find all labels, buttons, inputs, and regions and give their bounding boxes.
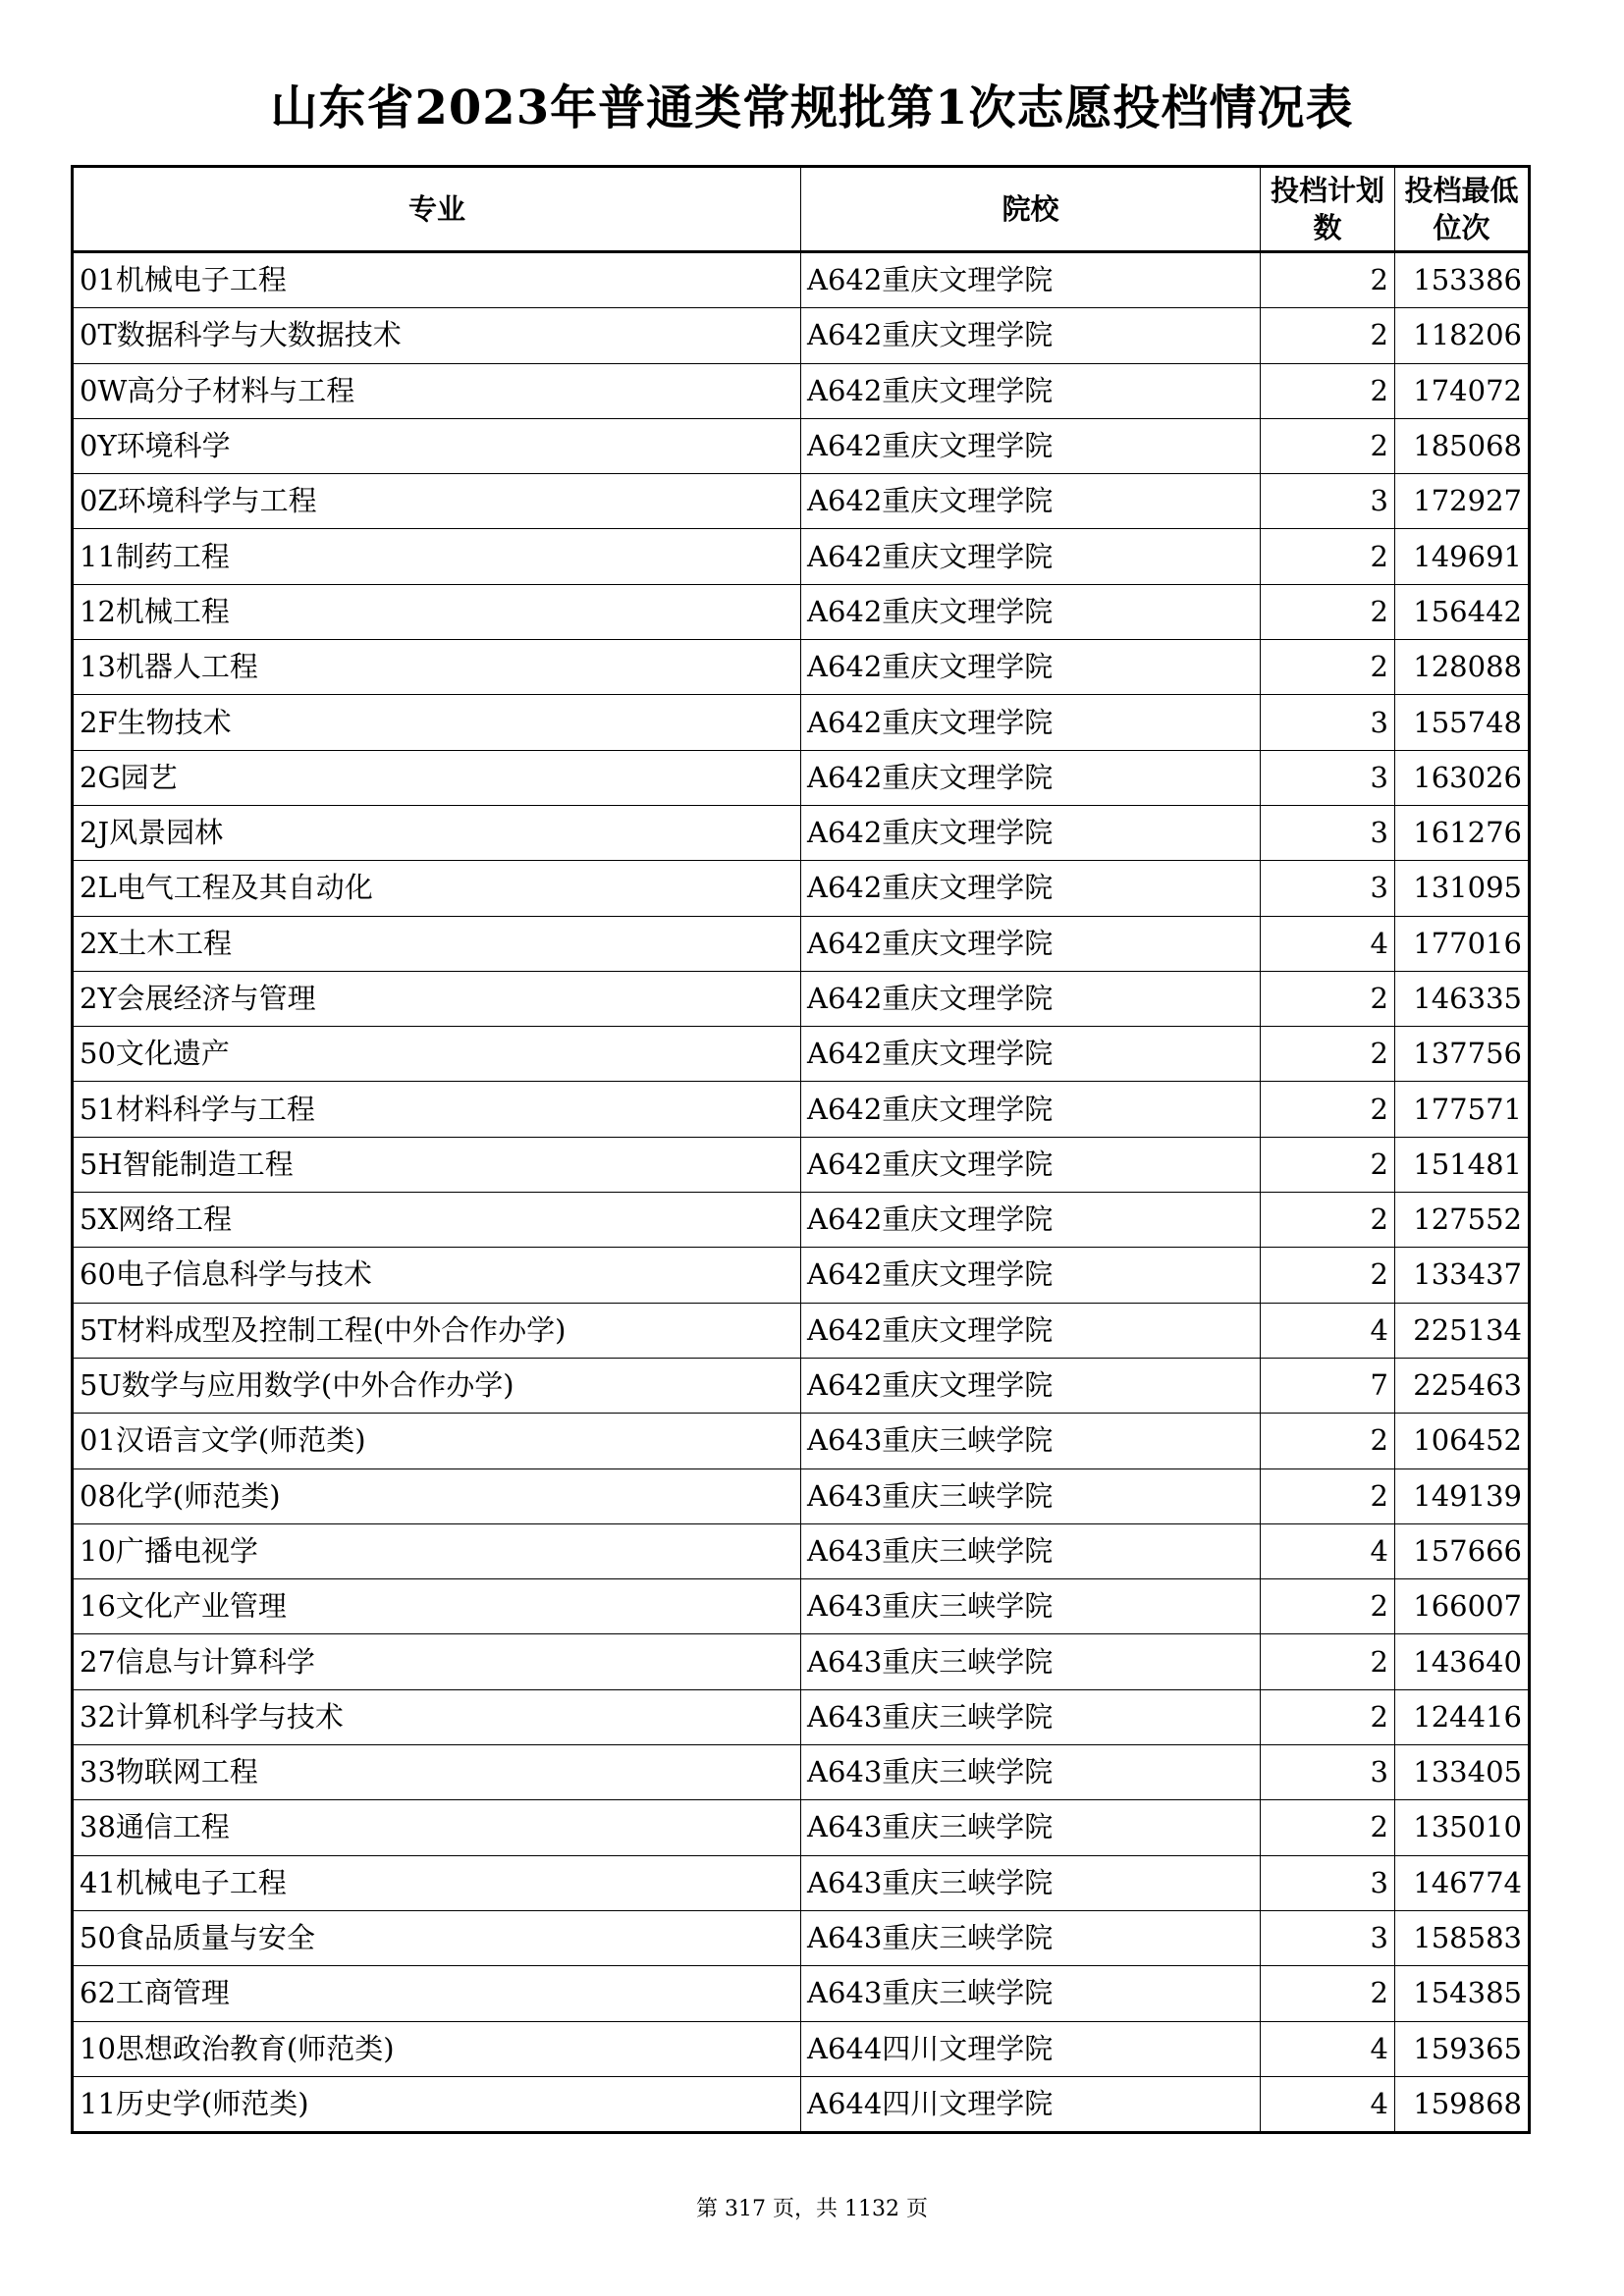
cell-rank: 146774 [1395,1855,1530,1910]
cell-major: 0W高分子材料与工程 [73,363,801,418]
cell-major: 0T数据科学与大数据技术 [73,308,801,363]
cell-plan: 2 [1261,1689,1395,1744]
cell-plan: 2 [1261,1579,1395,1634]
cell-major: 08化学(师范类) [73,1468,801,1523]
cell-school: A642重庆文理学院 [801,252,1261,308]
cell-rank: 135010 [1395,1800,1530,1855]
cell-plan: 2 [1261,363,1395,418]
table-row [73,861,1530,916]
cell-major: 33物联网工程 [73,1745,801,1800]
table-row [73,2076,1530,2132]
cell-rank: 177571 [1395,1082,1530,1137]
table-row [73,1303,1530,1358]
cell-major: 51材料科学与工程 [73,1082,801,1137]
cell-major: 13机器人工程 [73,640,801,695]
cell-rank: 163026 [1395,750,1530,805]
cell-rank: 118206 [1395,308,1530,363]
cell-rank: 225463 [1395,1358,1530,1413]
cell-school: A642重庆文理学院 [801,1082,1261,1137]
cell-major: 0Z环境科学与工程 [73,474,801,529]
cell-rank: 172927 [1395,474,1530,529]
table-row [73,805,1530,860]
cell-rank: 137756 [1395,1027,1530,1082]
cell-major: 2F生物技术 [73,695,801,750]
cell-plan: 7 [1261,1358,1395,1413]
cell-rank: 133405 [1395,1745,1530,1800]
cell-plan: 2 [1261,1027,1395,1082]
cell-major: 01机械电子工程 [73,252,801,308]
cell-plan: 3 [1261,861,1395,916]
cell-major: 11历史学(师范类) [73,2076,801,2132]
table-header-row [73,167,1530,252]
cell-plan: 2 [1261,640,1395,695]
table-row [73,1027,1530,1082]
cell-school: A644四川文理学院 [801,2021,1261,2076]
cell-rank: 133437 [1395,1248,1530,1303]
cell-major: 10思想政治教育(师范类) [73,2021,801,2076]
cell-rank: 177016 [1395,916,1530,971]
table-row [73,2021,1530,2076]
cell-school: A642重庆文理学院 [801,529,1261,584]
cell-major: 5U数学与应用数学(中外合作办学) [73,1358,801,1413]
cell-plan: 2 [1261,252,1395,308]
cell-major: 32计算机科学与技术 [73,1689,801,1744]
cell-rank: 149691 [1395,529,1530,584]
cell-major: 62工商管理 [73,1966,801,2021]
table-row [73,308,1530,363]
cell-plan: 2 [1261,1248,1395,1303]
cell-rank: 185068 [1395,418,1530,473]
cell-major: 12机械工程 [73,584,801,639]
cell-school: A642重庆文理学院 [801,805,1261,860]
cell-major: 38通信工程 [73,1800,801,1855]
table-row [73,1910,1530,1965]
cell-plan: 3 [1261,1745,1395,1800]
cell-school: A642重庆文理学院 [801,584,1261,639]
cell-rank: 174072 [1395,363,1530,418]
table-row [73,1855,1530,1910]
cell-school: A642重庆文理学院 [801,861,1261,916]
cell-rank: 146335 [1395,971,1530,1026]
cell-plan: 4 [1261,2076,1395,2132]
cell-school: A642重庆文理学院 [801,1248,1261,1303]
table-row [73,1468,1530,1523]
table-row [73,1358,1530,1413]
cell-rank: 225134 [1395,1303,1530,1358]
cell-school: A642重庆文理学院 [801,308,1261,363]
cell-plan: 2 [1261,584,1395,639]
table-row [73,695,1530,750]
cell-plan: 4 [1261,1303,1395,1358]
cell-rank: 157666 [1395,1523,1530,1578]
column-header-rank: 投档最低位次 [1395,167,1530,252]
cell-major: 16文化产业管理 [73,1579,801,1634]
cell-school: A642重庆文理学院 [801,1137,1261,1192]
cell-school: A644四川文理学院 [801,2076,1261,2132]
column-header-school: 院校 [801,167,1261,252]
table-row [73,529,1530,584]
cell-school: A642重庆文理学院 [801,418,1261,473]
table-row [73,363,1530,418]
table-row [73,1966,1530,2021]
cell-plan: 2 [1261,1193,1395,1248]
cell-school: A642重庆文理学院 [801,971,1261,1026]
cell-major: 10广播电视学 [73,1523,801,1578]
cell-major: 2J风景园林 [73,805,801,860]
cell-major: 5H智能制造工程 [73,1137,801,1192]
table-body [73,252,1530,2133]
cell-school: A642重庆文理学院 [801,916,1261,971]
cell-school: A643重庆三峡学院 [801,1855,1261,1910]
cell-major: 5T材料成型及控制工程(中外合作办学) [73,1303,801,1358]
cell-major: 2G园艺 [73,750,801,805]
cell-rank: 127552 [1395,1193,1530,1248]
cell-plan: 2 [1261,418,1395,473]
table-row [73,1193,1530,1248]
cell-plan: 2 [1261,1468,1395,1523]
page-title: 山东省2023年普通类常规批第1次志愿投档情况表 [270,80,1354,135]
admission-table [71,165,1531,2134]
cell-plan: 2 [1261,1137,1395,1192]
cell-major: 01汉语言文学(师范类) [73,1414,801,1468]
table-row [73,584,1530,639]
table-row [73,1689,1530,1744]
cell-plan: 2 [1261,1966,1395,2021]
cell-plan: 4 [1261,2021,1395,2076]
cell-plan: 2 [1261,308,1395,363]
cell-major: 0Y环境科学 [73,418,801,473]
table-row [73,418,1530,473]
table-row [73,1082,1530,1137]
table-row [73,916,1530,971]
table-header [73,167,1530,252]
cell-school: A642重庆文理学院 [801,474,1261,529]
cell-major: 5X网络工程 [73,1193,801,1248]
cell-school: A643重庆三峡学院 [801,1800,1261,1855]
cell-school: A643重庆三峡学院 [801,1523,1261,1578]
cell-major: 2X土木工程 [73,916,801,971]
cell-school: A642重庆文理学院 [801,1358,1261,1413]
table-row [73,252,1530,308]
cell-school: A642重庆文理学院 [801,1027,1261,1082]
cell-plan: 3 [1261,474,1395,529]
table-row [73,971,1530,1026]
cell-school: A643重庆三峡学院 [801,1745,1261,1800]
cell-school: A643重庆三峡学院 [801,1414,1261,1468]
cell-rank: 155748 [1395,695,1530,750]
cell-plan: 2 [1261,1414,1395,1468]
cell-school: A642重庆文理学院 [801,363,1261,418]
cell-school: A642重庆文理学院 [801,695,1261,750]
cell-major: 2L电气工程及其自动化 [73,861,801,916]
cell-rank: 149139 [1395,1468,1530,1523]
cell-rank: 158583 [1395,1910,1530,1965]
cell-rank: 154385 [1395,1966,1530,2021]
cell-plan: 2 [1261,1634,1395,1689]
table-row [73,1745,1530,1800]
cell-rank: 156442 [1395,584,1530,639]
cell-major: 60电子信息科学与技术 [73,1248,801,1303]
cell-major: 50食品质量与安全 [73,1910,801,1965]
table-row [73,1579,1530,1634]
table-row [73,1248,1530,1303]
cell-school: A643重庆三峡学院 [801,1689,1261,1744]
cell-rank: 159868 [1395,2076,1530,2132]
cell-plan: 3 [1261,1855,1395,1910]
cell-plan: 2 [1261,1800,1395,1855]
cell-plan: 2 [1261,971,1395,1026]
cell-plan: 3 [1261,750,1395,805]
cell-school: A643重庆三峡学院 [801,1910,1261,1965]
cell-rank: 166007 [1395,1579,1530,1634]
cell-rank: 143640 [1395,1634,1530,1689]
cell-school: A642重庆文理学院 [801,1193,1261,1248]
cell-rank: 128088 [1395,640,1530,695]
column-header-major: 专业 [73,167,801,252]
table-row [73,750,1530,805]
table-row [73,474,1530,529]
cell-plan: 4 [1261,1523,1395,1578]
cell-rank: 124416 [1395,1689,1530,1744]
table-row [73,1800,1530,1855]
cell-school: A643重庆三峡学院 [801,1468,1261,1523]
table-row [73,1137,1530,1192]
table-row [73,1414,1530,1468]
cell-plan: 3 [1261,695,1395,750]
cell-rank: 159365 [1395,2021,1530,2076]
cell-rank: 161276 [1395,805,1530,860]
admission-table-container [71,165,1528,2134]
cell-rank: 106452 [1395,1414,1530,1468]
cell-rank: 151481 [1395,1137,1530,1192]
cell-major: 2Y会展经济与管理 [73,971,801,1026]
cell-major: 50文化遗产 [73,1027,801,1082]
cell-rank: 131095 [1395,861,1530,916]
cell-plan: 4 [1261,916,1395,971]
cell-major: 27信息与计算科学 [73,1634,801,1689]
cell-plan: 2 [1261,529,1395,584]
cell-school: A642重庆文理学院 [801,640,1261,695]
cell-school: A642重庆文理学院 [801,1303,1261,1358]
table-row [73,640,1530,695]
page-footer: 第 317 页，共 1132 页 [696,2197,928,2221]
cell-plan: 2 [1261,1082,1395,1137]
column-header-plan: 投档计划数 [1261,167,1395,252]
cell-school: A643重庆三峡学院 [801,1579,1261,1634]
cell-school: A643重庆三峡学院 [801,1634,1261,1689]
cell-school: A642重庆文理学院 [801,750,1261,805]
cell-rank: 153386 [1395,252,1530,308]
table-row [73,1523,1530,1578]
cell-plan: 3 [1261,1910,1395,1965]
cell-major: 11制药工程 [73,529,801,584]
table-row [73,1634,1530,1689]
cell-major: 41机械电子工程 [73,1855,801,1910]
cell-plan: 3 [1261,805,1395,860]
cell-school: A643重庆三峡学院 [801,1966,1261,2021]
